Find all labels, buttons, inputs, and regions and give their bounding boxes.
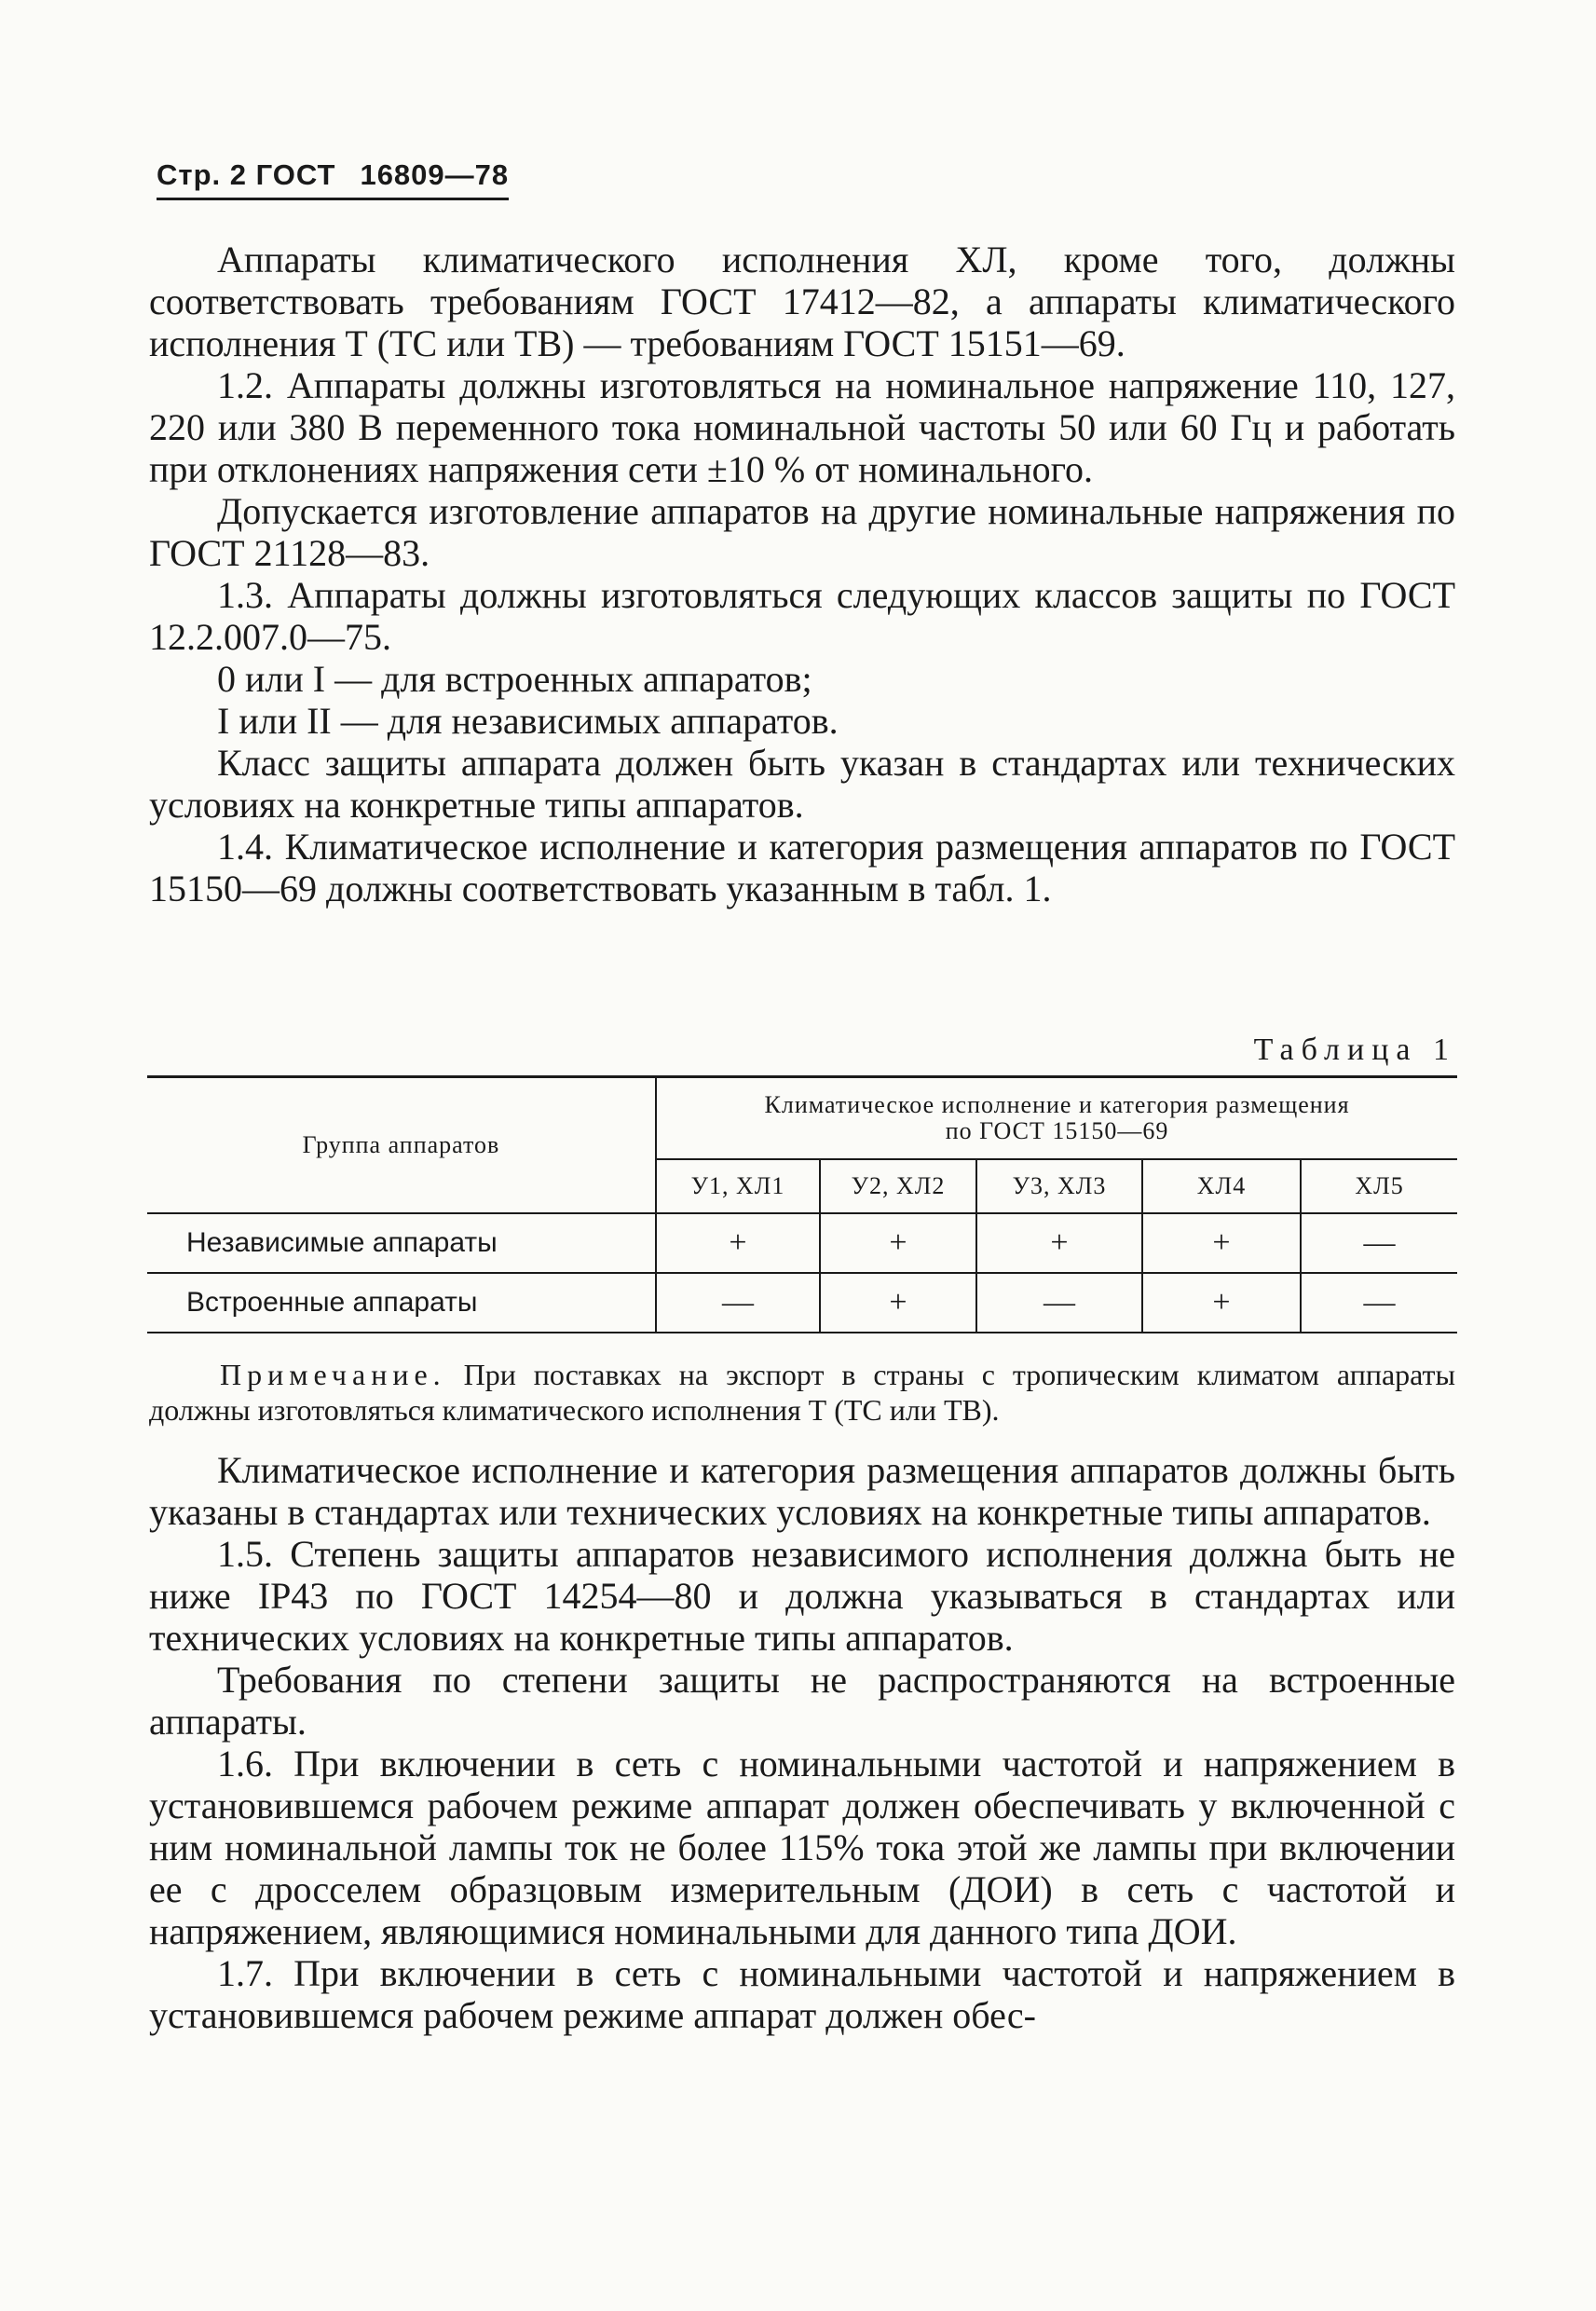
climate-table	[147, 1075, 1457, 1333]
paragraph-class-spec: Класс защиты аппарата должен быть указан в стандартах или технических условиях на конкретные типы аппаратов.	[149, 742, 1455, 826]
standard-label: ГОСТ	[255, 158, 336, 191]
table-note	[149, 1357, 1455, 1428]
paragraph-1-6: 1.6. При включении в сеть с номинальными частотой и напряжением в установившемся рабочем режиме аппарат должен обеспечивать у включенной с ним номинальной лампы ток не более 115% тока этой же лампы при включении ее с дросселем образцовым измерительным (ДОИ) в сеть с частотой и напряжением, являющимися номинальными для данного типа ДОИ.	[149, 1743, 1455, 1952]
body-text-bottom	[149, 1449, 1455, 2036]
note-text: При поставках на экспорт в страны с тропическим климатом аппараты должны изготовляться климатического исполнения Т (ТС или ТВ).	[149, 1358, 1456, 1427]
column-header-u3: У3, ХЛ3	[976, 1159, 1142, 1213]
climate-span-header-text: Климатическое исполнение и категория размещения по ГОСТ 15150—69	[764, 1091, 1350, 1144]
table-cell: +	[1142, 1213, 1301, 1273]
table-cell: —	[976, 1273, 1142, 1333]
table-cell: +	[1142, 1273, 1301, 1333]
column-header-u2: У2, ХЛ2	[820, 1159, 976, 1213]
table-cell: —	[1301, 1273, 1457, 1333]
paragraph-1-3: 1.3. Аппараты должны изготовляться следующих классов защиты по ГОСТ 12.2.007.0—75.	[149, 574, 1455, 658]
table-cell: +	[976, 1213, 1142, 1273]
paragraph-class-independent: I или II — для независимых аппаратов.	[217, 700, 839, 742]
table-cell: —	[1301, 1213, 1457, 1273]
paragraph-climatic-hl: Аппараты климатического исполнения ХЛ, кроме того, должны соответствовать требованиям ГОСТ 17412—82, а аппараты климатического исполнения Т (ТС или ТВ) — требованиям ГОСТ 15151—69.	[149, 239, 1455, 364]
paragraph-class-builtin: 0 или I — для встроенных аппаратов;	[217, 658, 812, 700]
paragraph-1-4: 1.4. Климатическое исполнение и категория размещения аппаратов по ГОСТ 15150—69 должны соответствовать указанным в табл. 1.	[149, 826, 1455, 909]
climate-span-header	[656, 1077, 1457, 1160]
body-text-top	[149, 239, 1455, 909]
paragraph-protection-builtin: Требования по степени защиты не распространяются на встроенные аппараты.	[149, 1659, 1455, 1743]
table-row-builtin	[147, 1273, 1457, 1333]
column-header-u1: У1, ХЛ1	[656, 1159, 820, 1213]
table-cell: +	[656, 1213, 820, 1273]
page-header	[157, 158, 509, 200]
paragraph-1-5: 1.5. Степень защиты аппаратов независимого исполнения должна быть не ниже IP43 по ГОСТ 14254—80 и должна указываться в стандартах или технических условиях на конкретные типы аппаратов.	[149, 1533, 1455, 1659]
column-header-hl4: ХЛ4	[1142, 1159, 1301, 1213]
table-caption: Таблица 1	[1253, 1032, 1456, 1067]
paragraph-climatic-spec: Климатическое исполнение и категория размещения аппаратов должны быть указаны в стандартах или технических условиях на конкретные типы аппаратов.	[149, 1449, 1455, 1533]
table-cell: —	[656, 1273, 820, 1333]
standard-number: 16809—78	[360, 158, 510, 191]
note-label: Примечание.	[220, 1358, 446, 1391]
row-label: Встроенные аппараты	[147, 1273, 656, 1333]
column-header-hl5: ХЛ5	[1301, 1159, 1457, 1213]
table-cell: +	[820, 1213, 976, 1273]
paragraph-1-7: 1.7. При включении в сеть с номинальными частотой и напряжением в установившемся рабочем режиме аппарат должен обес-	[149, 1952, 1455, 2036]
table-row-independent	[147, 1213, 1457, 1273]
row-label: Независимые аппараты	[147, 1213, 656, 1273]
paragraph-1-2: 1.2. Аппараты должны изготовляться на номинальное напряжение 110, 127, 220 или 380 В переменного тока номинальной частоты 50 или 60 Гц и работать при отклонениях напряжения сети ±10 % от номинального.	[149, 364, 1455, 490]
note-paragraph	[149, 1357, 1455, 1428]
page-number: Стр. 2	[157, 158, 247, 191]
group-header: Группа аппаратов	[147, 1077, 656, 1214]
table-cell: +	[820, 1273, 976, 1333]
paragraph-other-voltages: Допускается изготовление аппаратов на другие номинальные напряжения по ГОСТ 21128—83.	[149, 490, 1455, 574]
